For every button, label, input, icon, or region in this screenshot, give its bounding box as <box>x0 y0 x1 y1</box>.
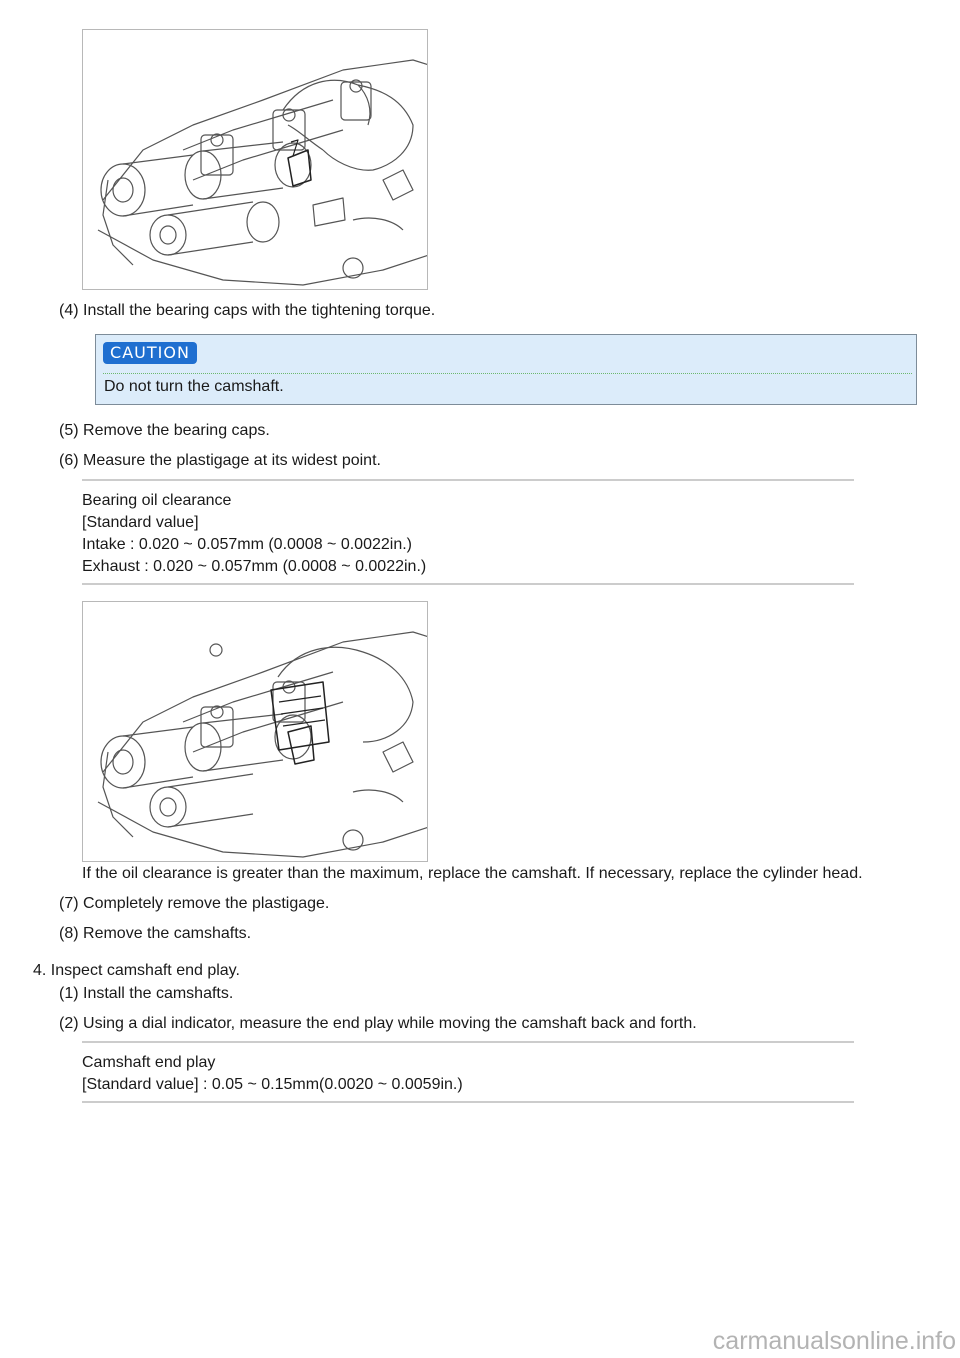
section-4-step-1 <box>59 985 233 1003</box>
spec-rule-top <box>82 1041 854 1043</box>
caution-box <box>95 334 917 405</box>
step-text: Using a dial indicator, measure the end play while moving the camshaft back and forth. <box>83 1015 697 1032</box>
caution-badge: CAUTION <box>103 342 197 364</box>
step-7 <box>59 895 329 913</box>
step-number: (5) <box>59 422 79 439</box>
spec-line: Camshaft end play <box>82 1054 216 1071</box>
caution-text: Do not turn the camshaft. <box>104 378 284 395</box>
section-number: 4. <box>33 962 47 979</box>
step-8 <box>59 925 251 943</box>
section-4-heading <box>33 962 240 980</box>
camshaft-illustration <box>83 30 428 290</box>
step-number: (8) <box>59 925 79 942</box>
watermark: carmanualsonline.info <box>712 1327 956 1355</box>
section-title: Inspect camshaft end play. <box>50 962 240 979</box>
spec-line: [Standard value] <box>82 514 199 531</box>
oil-clearance-note: If the oil clearance is greater than the maximum, replace the camshaft. If necessary, replace the cylinder head. <box>82 865 863 882</box>
spec-line: Exhaust : 0.020 ~ 0.057mm (0.0008 ~ 0.0022in.) <box>82 558 427 575</box>
step-number: (4) <box>59 302 79 319</box>
figure-plastigage-measure <box>82 601 428 862</box>
step-text: Completely remove the plastigage. <box>83 895 330 912</box>
spec-rule-bottom <box>82 1101 854 1103</box>
step-6 <box>59 452 381 470</box>
spec-line: Bearing oil clearance <box>82 492 232 509</box>
step-text: Install the bearing caps with the tightening torque. <box>83 302 436 319</box>
step-number: (1) <box>59 985 79 1002</box>
step-text: Measure the plastigage at its widest point. <box>83 452 381 469</box>
section-4-step-2 <box>59 1015 697 1033</box>
step-text: Remove the camshafts. <box>83 925 252 942</box>
spec-line: Intake : 0.020 ~ 0.057mm (0.0008 ~ 0.0022in.) <box>82 536 412 553</box>
step-4 <box>59 302 435 320</box>
step-text: Install the camshafts. <box>83 985 234 1002</box>
step-text: Remove the bearing caps. <box>83 422 270 439</box>
spec-bearing-oil-clearance <box>82 490 426 578</box>
camshaft-illustration <box>83 602 428 862</box>
step-number: (7) <box>59 895 79 912</box>
step-number: (6) <box>59 452 79 469</box>
step-5 <box>59 422 270 440</box>
spec-line: [Standard value] : 0.05 ~ 0.15mm(0.0020 ~ 0.0059in.) <box>82 1076 463 1093</box>
spec-rule-top <box>82 479 854 481</box>
figure-plastigage-placement <box>82 29 428 290</box>
step-number: (2) <box>59 1015 79 1032</box>
spec-camshaft-end-play <box>82 1052 463 1096</box>
caution-divider <box>103 373 912 374</box>
spec-rule-bottom <box>82 583 854 585</box>
